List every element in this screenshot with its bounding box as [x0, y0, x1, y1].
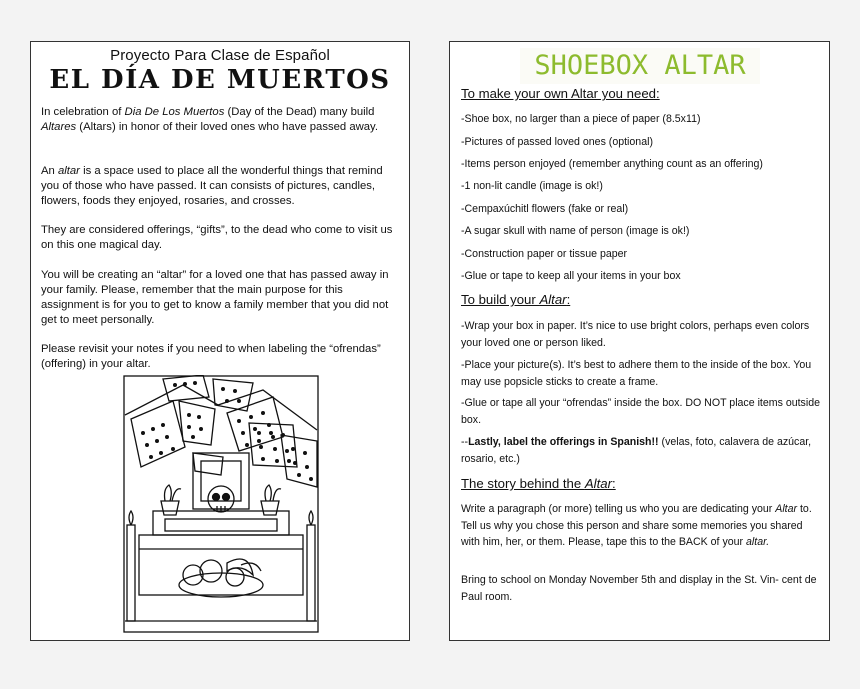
- altar-definition-paragraph: An altar is a space used to place all the wonderful things that remind you of those who have passed. It can consists of pictures, candles, flowers, foods they enjoyed, rosaries, and crosses.: [41, 165, 383, 207]
- intro-paragraph: In celebration of Dia De Los Muertos (Day of the Dead) many build Altares (Altars) in honor of their loved ones who have passed away.: [41, 106, 379, 133]
- material-item: -Pictures of passed loved ones (optional): [461, 136, 653, 148]
- material-item: -Items person enjoyed (remember anything count as an offering): [461, 158, 763, 170]
- papel-picado-banners: [125, 375, 317, 487]
- story-heading: The story behind the Altar:: [461, 476, 616, 491]
- material-item: -Construction paper or tissue paper: [461, 248, 628, 260]
- project-subtitle: Proyecto Para Clase de Español: [110, 47, 330, 64]
- notes-paragraph: Please revisit your notes if you need to when labeling the “ofrendas” (offering) in your altar.: [41, 343, 381, 370]
- material-item: -A sugar skull with name of person (image is ok!): [461, 225, 690, 237]
- build-step: -Place your picture(s). It’s best to adhere them to the inside of the box. You may use popsicle sticks to create a frame.: [461, 359, 812, 388]
- photo-frame: [193, 453, 249, 509]
- build-step: -Wrap your box in paper. It’s nice to use bright colors, perhaps even colors your loved one or person liked.: [461, 320, 810, 349]
- build-step-label-offerings: --Lastly, label the offerings in Spanish!! (velas, foto, calavera de azúcar, rosario, etc.): [461, 436, 812, 465]
- offerings-paragraph: They are considered offerings, “gifts”, to the dead who come to visit us on this one magical day.: [41, 224, 393, 251]
- altar-table: [139, 511, 303, 595]
- material-item: -Shoe box, no larger than a piece of paper (8.5x11): [461, 113, 701, 125]
- page-title: EL DÍA DE MUERTOS: [49, 65, 391, 95]
- material-item: -Cempaxúchitl flowers (fake or real): [461, 203, 629, 215]
- sugar-skull: [208, 486, 234, 512]
- right-instructions-panel: [449, 41, 830, 641]
- material-item: -1 non-lit candle (image is ok!): [461, 180, 603, 192]
- build-step: -Glue or tape all your “ofrendas” inside the box. DO NOT place items outside box.: [461, 397, 820, 426]
- illustration-frame: [124, 376, 318, 632]
- due-date-note: Bring to school on Monday November 5th and display in the St. Vin- cent de Paul room.: [461, 574, 817, 603]
- materials-heading: To make your own Altar you need:: [461, 86, 660, 101]
- build-heading: To build your Altar:: [461, 292, 571, 307]
- fruit-bowl: [179, 559, 263, 597]
- altar-illustration: [123, 375, 319, 633]
- assignment-paragraph: You will be creating an “altar” for a loved one that has passed away in your family. Please, remember that the main purpose for this assignment is for you to get to know a family member that you did not get to meet personally.: [41, 269, 389, 326]
- left-handout-panel: [30, 41, 410, 641]
- story-instructions: Write a paragraph (or more) telling us who you are dedicating your Altar to. Tell us why you chose this person and share some memories you shared with him, her, or them. Please, tape this to the BACK of your altar.: [461, 503, 812, 548]
- shoebox-altar-title: SHOEBOX ALTAR: [520, 48, 760, 84]
- material-item: -Glue or tape to keep all your items in your box: [461, 270, 681, 282]
